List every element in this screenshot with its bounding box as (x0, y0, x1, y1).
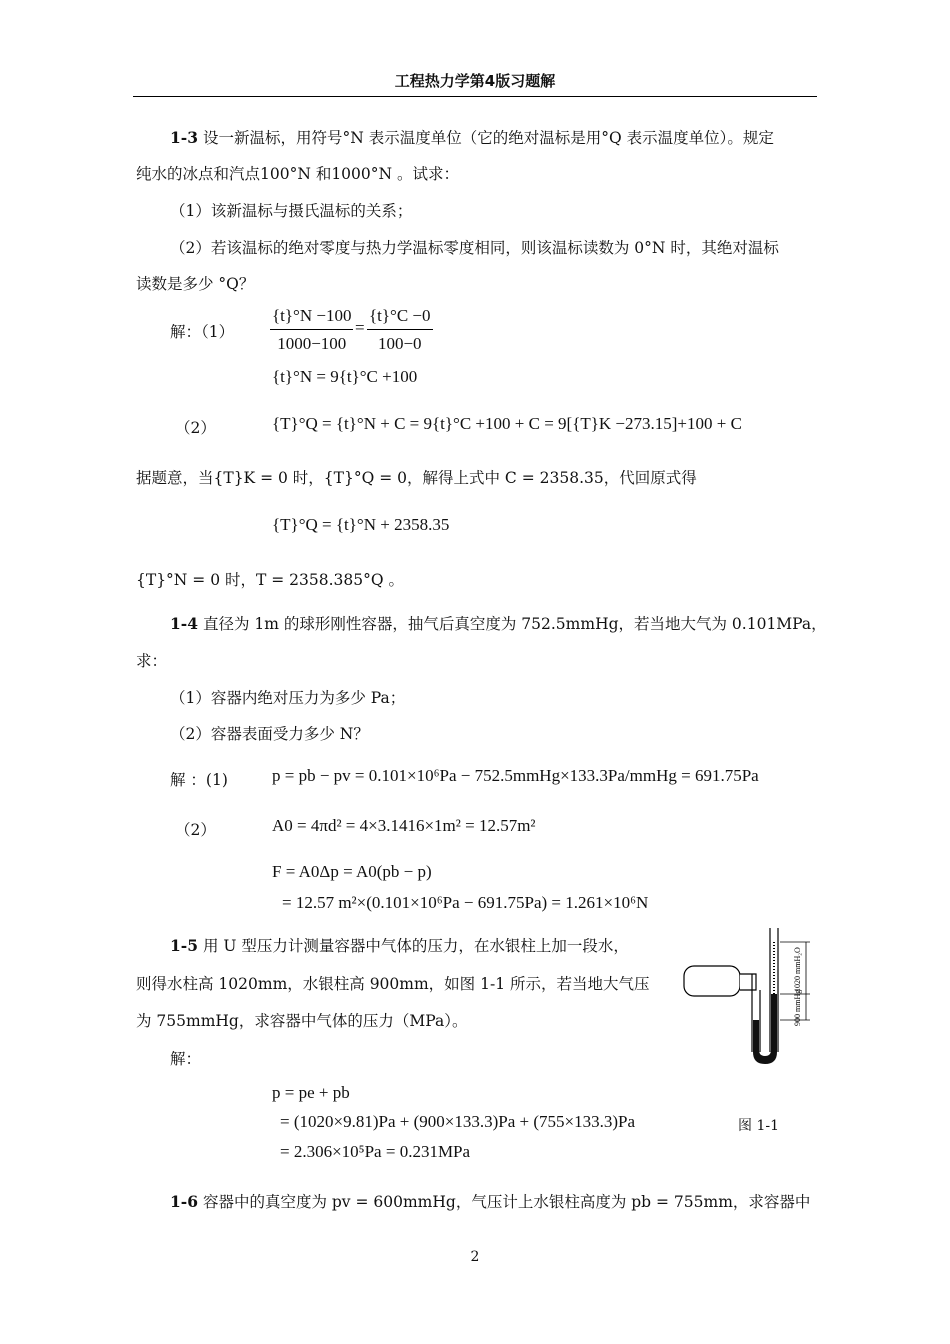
problem-1-3-derivation: 据题意，当{T}K = 0 时，{T}°Q = 0，解得上式中 C = 2358.35，代回原式得 (136, 469, 697, 487)
fraction-right: $\frac{\{t\}^\circ C -0}{100-0}$ (369, 306, 431, 353)
solution-label: 解： (170, 1050, 202, 1068)
problem-1-3-q1: （1）该新温标与摄氏温标的关系； (170, 202, 413, 220)
problem-1-4-line2: 求： (136, 652, 168, 670)
part-2-label: （2） (175, 821, 216, 839)
problem-1-5-line2: 则得水柱高 1020mm，水银柱高 900mm，如图 1-1 所示，若当地大气压 (136, 975, 650, 993)
page-number: 2 (470, 1249, 480, 1265)
equation-1-4-b: A0 = 4πd² = 4×3.1416×1m² = 12.57m² (272, 816, 536, 835)
problem-text: 设一新温标，用符号°N 表示温度单位（它的绝对温标是用°Q 表示温度单位）。规定 (202, 129, 774, 147)
problem-1-3-result: {T}°N = 0 时，T = 2358.385°Q 。 (136, 571, 405, 589)
figure-caption: 图 1-1 (738, 1118, 779, 1134)
equation-1-5-b: = (1020×9.81)Pa + (900×133.3)Pa + (755×133.3)Pa (280, 1112, 635, 1131)
problem-number: 1-5 (170, 936, 199, 955)
equation-1-4-a: p = pb − pv = 0.101×10⁶Pa − 752.5mmHg×133.3Pa/mmHg = 691.75Pa (272, 766, 759, 785)
gas-container (684, 966, 740, 996)
problem-1-4-line1 (170, 612, 827, 634)
problem-1-6-line1 (170, 1190, 810, 1212)
problem-number: 1-4 (170, 614, 199, 633)
problem-1-3-q2b: 读数是多少 °Q？ (136, 275, 255, 293)
problem-text: 直径为 1m 的球形刚性容器，抽气后真空度为 752.5mmHg，若当地大气为 0.101MPa， (202, 615, 827, 633)
problem-1-3-q2a: （2）若该温标的绝对零度与热力学温标零度相同，则该温标读数为 0°N 时，其绝对温标 (170, 239, 779, 257)
problem-1-3-line2: 纯水的冰点和汽点100°N 和1000°N 。试求： (136, 165, 460, 183)
problem-1-5-line1 (170, 934, 629, 956)
mercury-column (753, 994, 777, 1064)
u-tube-manometer-figure (680, 924, 825, 1066)
solution-label: 解：（1） (170, 323, 235, 341)
header-rule (133, 96, 817, 97)
equation-1-4-c: F = A0Δp = A0(pb − p) (272, 862, 432, 881)
fraction-left: $\frac{\{t\}^\circ N -100}{1000-100}$ (272, 306, 352, 353)
equation-1-3-a: {t}°N = 9{t}°C +100 (272, 367, 418, 386)
equation-1-5-c: = 2.306×10⁵Pa = 0.231MPa (280, 1142, 471, 1161)
page-header: 工程热力学第4版习题解 (394, 72, 556, 90)
connector-pipe (740, 974, 756, 990)
problem-1-5-line3: 为 755mmHg，求容器中气体的压力（MPa）。 (136, 1012, 468, 1030)
problem-1-4-q1: （1）容器内绝对压力为多少 Pa； (170, 689, 406, 707)
problem-number: 1-3 (170, 128, 199, 147)
water-height-label: 1020 mmH₂O (793, 947, 802, 992)
equation-1-3-c: {T}°Q = {t}°N + 2358.35 (272, 515, 450, 534)
problem-1-4-q2: （2）容器表面受力多少 N？ (170, 725, 369, 743)
problem-text: 用 U 型压力计测量容器中气体的压力，在水银柱上加一段水， (202, 937, 629, 955)
problem-1-3-line1 (170, 126, 774, 148)
equation-1-3-b: {T}°Q = {t}°N + C = 9{t}°C +100 + C = 9[{T}K −273.15]+100 + C (272, 414, 742, 433)
solution-label: 解 ：(1) (170, 771, 228, 789)
part-2-label: （2） (175, 419, 216, 437)
problem-text: 容器中的真空度为 pv = 600mmHg，气压计上水银柱高度为 pb = 755mm，求容器中 (202, 1193, 811, 1211)
mercury-height-label: 900 mmHg (793, 989, 802, 1026)
problem-number: 1-6 (170, 1192, 199, 1211)
equation-1-4-d: = 12.57 m²×(0.101×10⁶Pa − 691.75Pa) = 1.261×10⁶N (282, 893, 649, 912)
equation-1-5-a: p = pe + pb (272, 1083, 350, 1102)
equals-sign: = (355, 318, 365, 337)
